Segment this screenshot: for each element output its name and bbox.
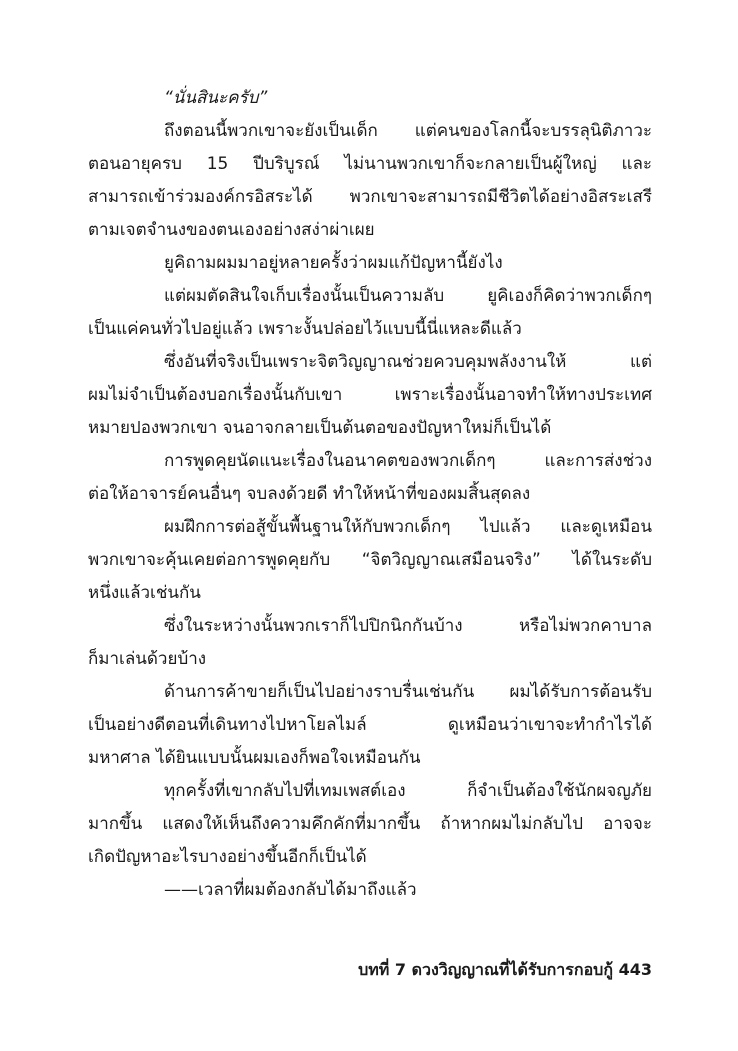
text-line: ถึงตอนนี้พวกเขาจะยังเป็นเด็ก แต่คนของโลกนี้จะบรรลุนิติภาวะ xyxy=(164,121,652,141)
text-line: หนึ่งแล้วเช่นกัน xyxy=(88,583,201,603)
text-line: ตอนอายุครบ 15 ปีบริบูรณ์ ไม่นานพวกเขาก็จะกลายเป็นผู้ใหญ่ และ xyxy=(88,154,652,174)
text-line: แต่ผมตัดสินใจเก็บเรื่องนั้นเป็นความลับ ยูคิเองก็คิดว่าพวกเด็กๆ xyxy=(164,286,652,306)
dialogue-line: “นั่นสินะครับ” xyxy=(164,88,268,108)
text-line: สามารถเข้าร่วมองค์กรอิสระได้ พวกเขาจะสามารถมีชีวิตได้อย่างอิสระเสรี xyxy=(88,187,652,207)
text-line: ผมฝึกการต่อสู้ขั้นพื้นฐานให้กับพวกเด็กๆ ไปแล้ว และดูเหมือน xyxy=(164,517,652,537)
text-line: ยูคิถามผมมาอยู่หลายครั้งว่าผมแก้ปัญหานี้ยังไง xyxy=(164,253,503,273)
running-footer: บทที่ 7 ดวงวิญญาณที่ได้รับการกอบกู้ 443 xyxy=(358,960,652,979)
text-line: ตามเจตจำนงของตนเองอย่างสง่าผ่าเผย xyxy=(88,220,375,240)
text-line: เป็นอย่างดีตอนที่เดินทางไปหาโยลไมล์ ดูเหมือนว่าเขาจะทำกำไรได้ xyxy=(88,715,652,735)
body-text xyxy=(88,82,652,907)
text-line: การพูดคุยนัดแนะเรื่องในอนาคตของพวกเด็กๆ และการส่งช่วง xyxy=(164,451,652,471)
text-line: มหาศาล ได้ยินแบบนั้นผมเองก็พอใจเหมือนกัน xyxy=(88,748,421,768)
text-line: หมายปองพวกเขา จนอาจกลายเป็นต้นตอของปัญหาใหม่ก็เป็นได้ xyxy=(88,418,552,438)
text-line: ต่อให้อาจารย์คนอื่นๆ จบลงด้วยดี ทำให้หน้าที่ของผมสิ้นสุดลง xyxy=(88,484,531,504)
text-line: พวกเขาจะคุ้นเคยต่อการพูดคุยกับ “จิตวิญญาณเสมือนจริง” ได้ในระดับ xyxy=(88,550,652,570)
text-line: เกิดปัญหาอะไรบางอย่างขึ้นอีกก็เป็นได้ xyxy=(88,847,367,867)
text-line: ซึ่งในระหว่างนั้นพวกเราก็ไปปิกนิกกันบ้าง หรือไม่พวกคาบาล xyxy=(164,616,652,636)
text-line: ซึ่งอันที่จริงเป็นเพราะจิตวิญญาณช่วยควบคุมพลังงานให้ แต่ xyxy=(164,352,652,372)
text-line: มากขึ้น แสดงให้เห็นถึงความคึกคักที่มากขึ้น ถ้าหากผมไม่กลับไป อาจจะ xyxy=(88,814,652,834)
text-line: เป็นแค่คนทั่วไปอยู่แล้ว เพราะงั้นปล่อยไว้แบบนี้นี่แหละดีแล้ว xyxy=(88,319,522,339)
text-line: ——เวลาที่ผมต้องกลับได้มาถึงแล้ว xyxy=(164,880,417,900)
text-line: ด้านการค้าขายก็เป็นไปอย่างราบรื่นเช่นกัน ผมได้รับการต้อนรับ xyxy=(164,682,652,702)
text-line: ก็มาเล่นด้วยบ้าง xyxy=(88,649,207,669)
text-line: ทุกครั้งที่เขากลับไปที่เทมเพสต์เอง ก็จำเป็นต้องใช้นักผจญภัย xyxy=(164,781,652,801)
text-line: ผมไม่จำเป็นต้องบอกเรื่องนั้นกับเขา เพราะเรื่องนั้นอาจทำให้ทางประเทศ xyxy=(88,385,652,405)
